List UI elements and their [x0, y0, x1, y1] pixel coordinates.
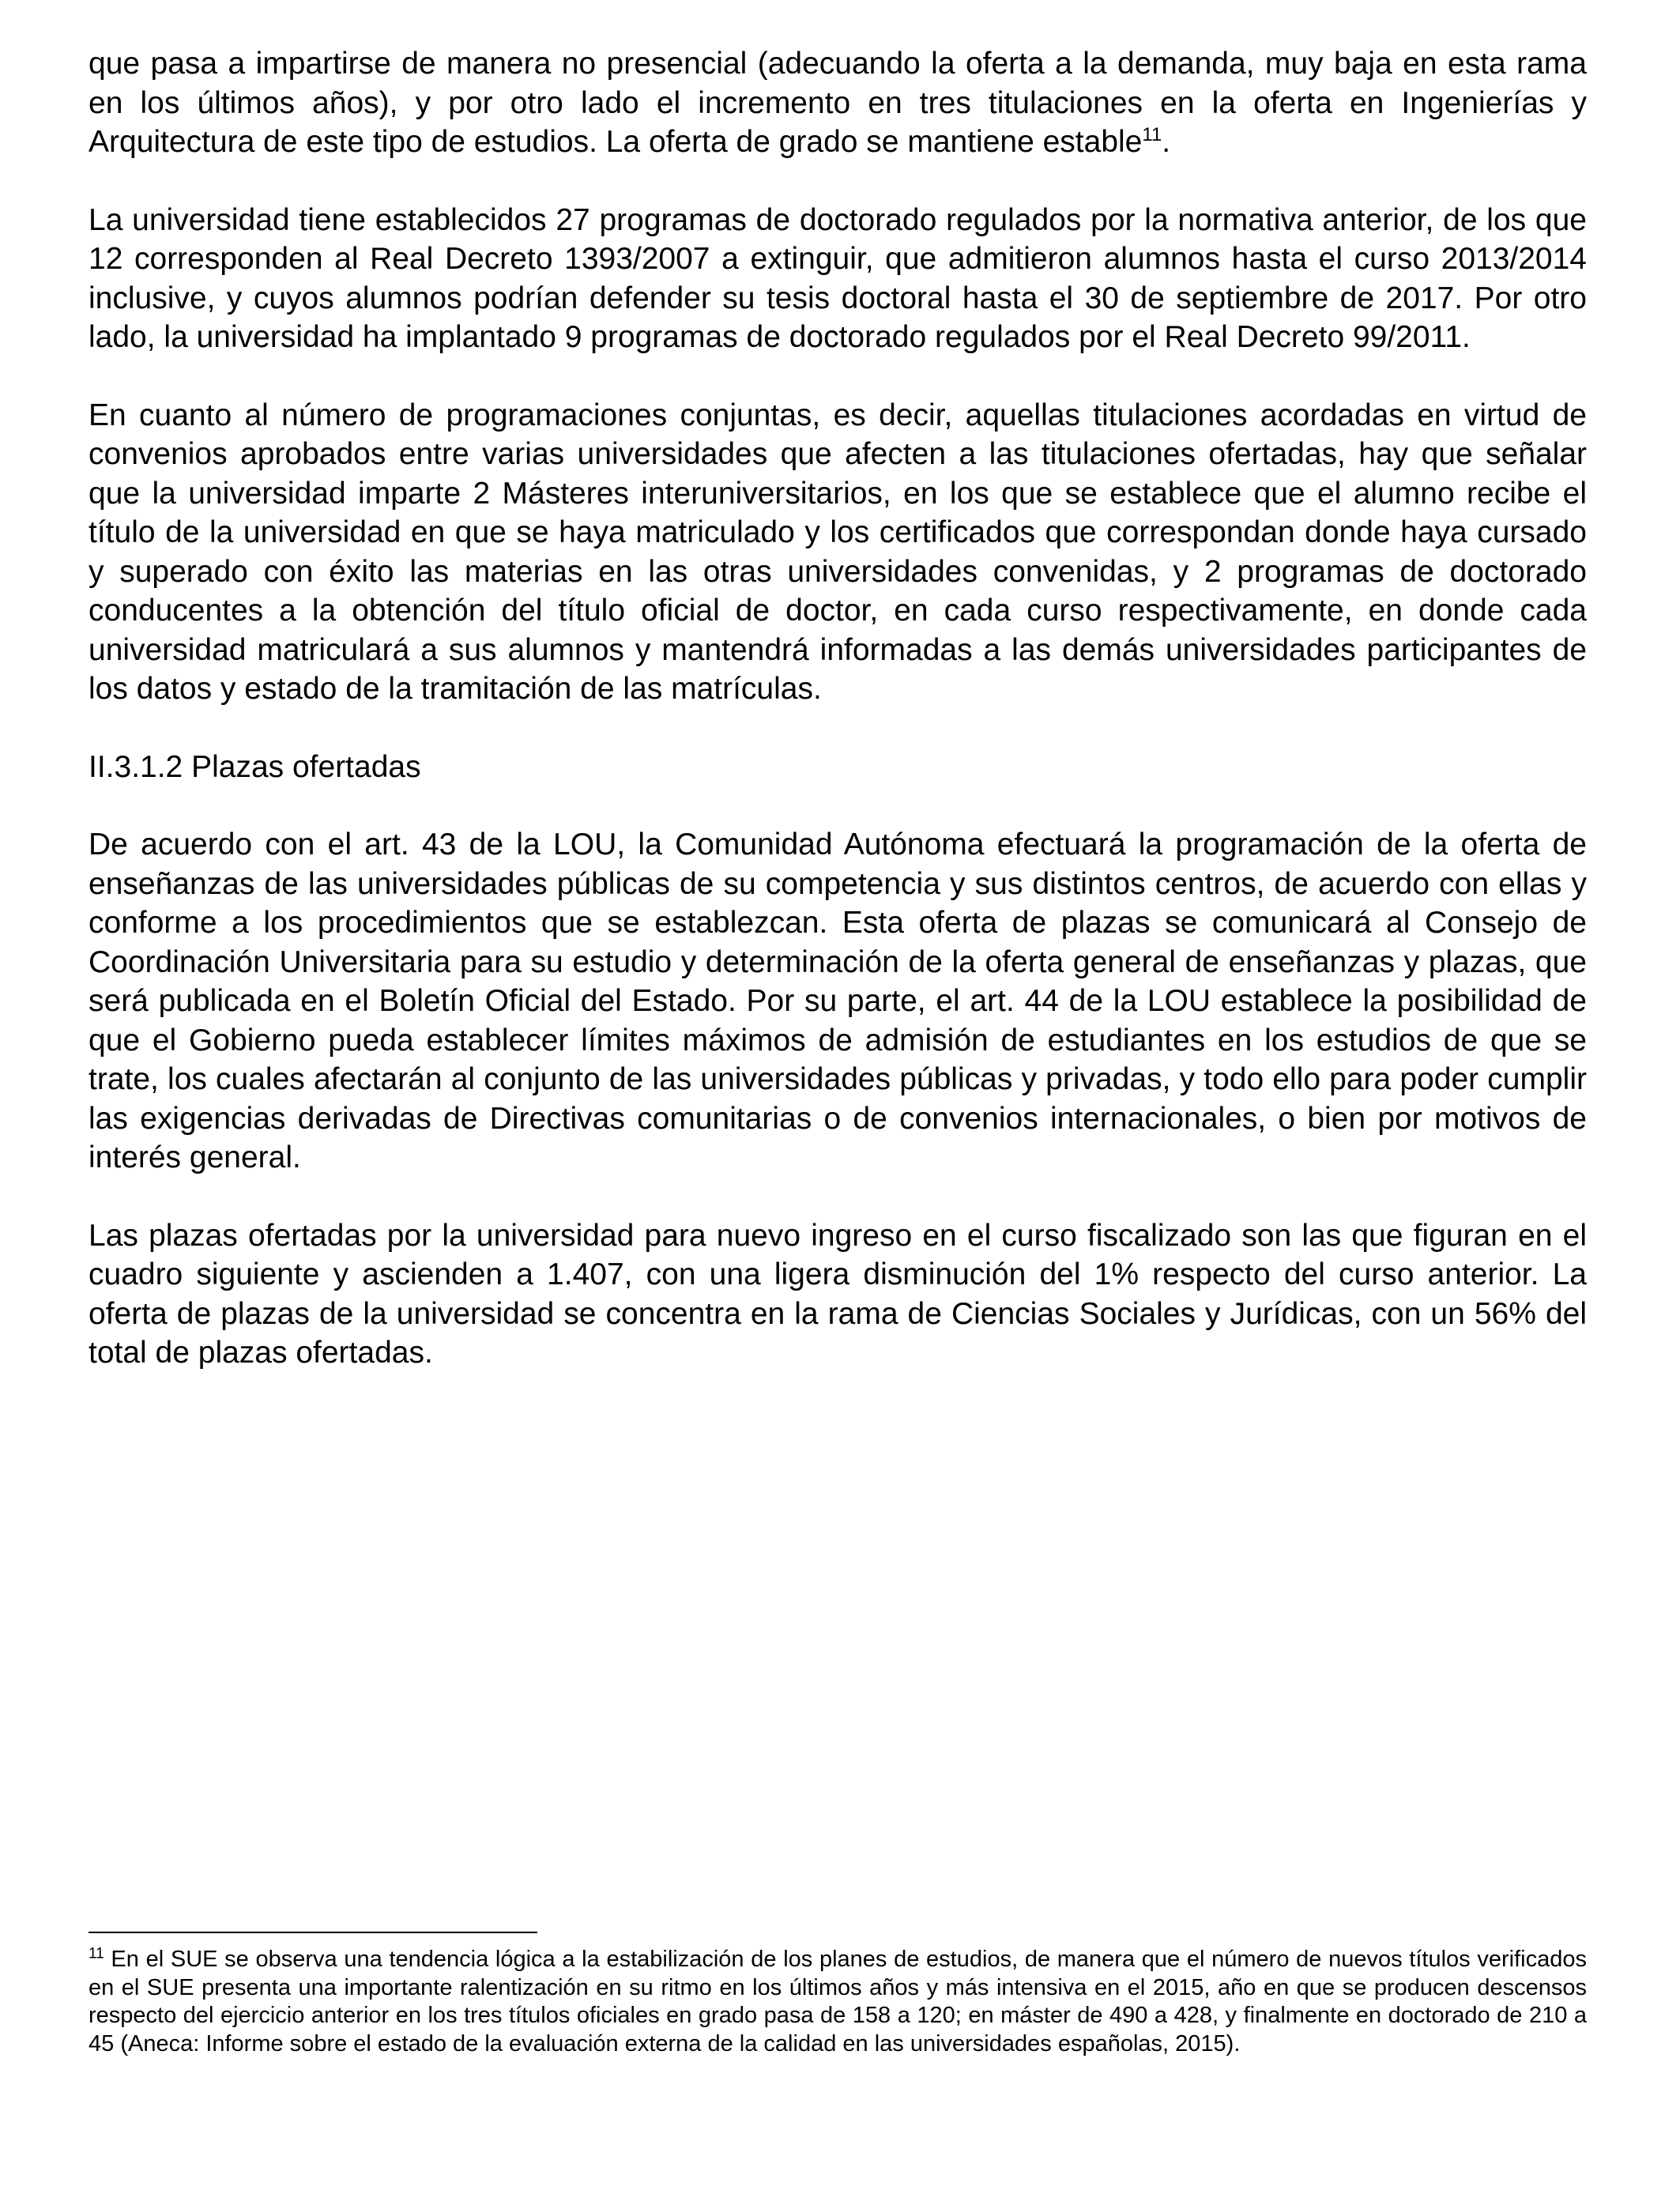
- footnote-reference[interactable]: 11: [1142, 124, 1162, 145]
- section-heading: II.3.1.2 Plazas ofertadas: [89, 749, 421, 784]
- paragraph-2: La universidad tiene establecidos 27 programas de doctorado regulados por la normativa anterior, de los que 12 corresponden al Real Decreto 1393/2007 a extinguir, que admitieron alumnos hasta el curso 2013/2014 inclusive, y cuyos alumnos podrían defender su tesis doctoral hasta el 30 de septiembre de 2017. Por otro lado, la universidad ha implantado 9 programas de doctorado regulados por el Real Decreto 99/2011.: [89, 202, 1587, 354]
- paragraph-3: En cuanto al número de programaciones conjuntas, es decir, aquellas titulaciones acordadas en virtud de convenios aprobados entre varias universidades que afecten a las titulaciones ofertadas, hay que señalar que la universidad imparte 2 Másteres interuniversitarios, en los que se establece que el alumno recibe el título de la universidad en que se haya matriculado y los certificados que correspondan donde haya cursado y superado con éxito las materias en las otras universidades convenidas, y 2 programas de doctorado conducentes a la obtención del título oficial de doctor, en cada curso respectivamente, en donde cada universidad matriculará a sus alumnos y mantendrá informadas a las demás universidades participantes de los datos y estado de la tramitación de las matrículas.: [89, 398, 1587, 706]
- paragraph-5: Las plazas ofertadas por la universidad para nuevo ingreso en el curso fiscalizado son las que figuran en el cuadro siguiente y ascienden a 1.407, con una ligera disminución del 1% respecto del curso anterior. La oferta de plazas de la universidad se concentra en la rama de Ciencias Sociales y Jurídicas, con un 56% del total de plazas ofertadas.: [89, 1218, 1587, 1370]
- paragraph-1-text: que pasa a impartirse de manera no presencial (adecuando la oferta a la demanda, muy baja en esta rama en los últimos años), y por otro lado el incremento en tres titulaciones en la oferta en Ingenierías y Arquitectura de este tipo de estudios. La oferta de grado se mantiene estable: [89, 47, 1587, 159]
- footnote: [89, 1946, 1587, 2058]
- footnote-separator: [89, 1932, 537, 1933]
- footnote-text: En el SUE se observa una tendencia lógica a la estabilización de los planes de estudios, de manera que el número de nuevos títulos verificados en el SUE presenta una importante ralentización en su ritmo en los últimos años y más intensiva en el 2015, año en que se producen descensos respecto del ejercicio anterior en los tres títulos oficiales en grado pasa de 158 a 120; en máster de 490 a 428, y finalmente en doctorado de 210 a 45 (Aneca: Informe sobre el estado de la evaluación externa de la calidad en las universidades españolas, 2015).: [89, 1947, 1587, 2056]
- footnote-number: 11: [89, 1945, 104, 1962]
- paragraph-1: [89, 44, 1587, 162]
- paragraph-4: De acuerdo con el art. 43 de la LOU, la Comunidad Autónoma efectuará la programación de la oferta de enseñanzas de las universidades públicas de su competencia y sus distintos centros, de acuerdo con ellas y conforme a los procedimientos que se establezcan. Esta oferta de plazas se comunicará al Consejo de Coordinación Universitaria para su estudio y determinación de la oferta general de enseñanzas y plazas, que será publicada en el Boletín Oficial del Estado. Por su parte, el art. 44 de la LOU establece la posibilidad de que el Gobierno pueda establecer límites máximos de admisión de estudiantes en los estudios de que se trate, los cuales afectarán al conjunto de las universidades públicas y privadas, y todo ello para poder cumplir las exigencias derivadas de Directivas comunitarias o de convenios internacionales, o bien por motivos de interés general.: [89, 827, 1587, 1174]
- document-body: [89, 44, 1587, 1412]
- paragraph-1-end: .: [1162, 125, 1171, 159]
